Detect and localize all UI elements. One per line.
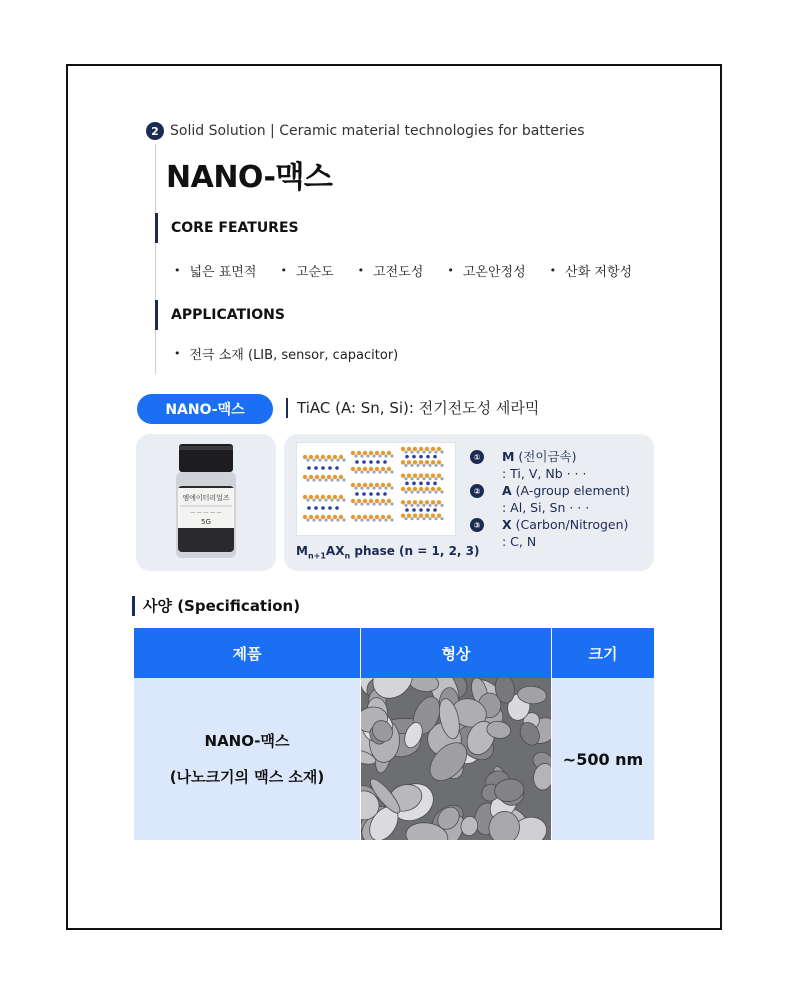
crystal-lattice-graphic	[297, 443, 457, 537]
applications-label: APPLICATIONS	[171, 307, 285, 323]
material-description	[286, 397, 539, 418]
material-description-text: TiAC (A: Sn, Si): 전기전도성 세라믹	[297, 399, 540, 417]
bullet-icon: •	[549, 264, 557, 277]
legend-title: X	[502, 517, 512, 532]
sem-micrograph-image	[361, 678, 551, 840]
table-column-divider	[360, 628, 361, 840]
table-header-product: 제품	[134, 628, 360, 678]
feature-item	[174, 261, 256, 280]
feature-item	[447, 261, 525, 280]
sample-vial-card	[136, 434, 276, 571]
sample-vial-image	[136, 434, 276, 571]
feature-label: 산화 저항성	[565, 265, 633, 280]
legend-detail: : Al, Si, Sn · · ·	[502, 500, 590, 515]
heading-accent-bar	[155, 300, 158, 330]
legend-number-badge: ③	[470, 518, 484, 532]
phase-m: M	[296, 544, 308, 558]
section-header	[146, 122, 585, 140]
svg-text:— — — — —: — — — — —	[190, 510, 222, 516]
feature-label: 고온안정성	[462, 265, 526, 280]
legend-entry	[470, 482, 630, 516]
table-header-shape: 형상	[361, 628, 551, 678]
legend-title-note: (전이금속)	[514, 449, 577, 464]
application-label: 전극 소재 (LIB, sensor, capacitor)	[189, 348, 399, 363]
table-cell-shape	[361, 678, 551, 840]
section-subtitle: Solid Solution | Ceramic material technologies for batteries	[170, 123, 585, 139]
feature-label: 넓은 표면적	[189, 265, 257, 280]
table-header-size: 크기	[552, 628, 654, 678]
legend-detail: : Ti, V, Nb · · ·	[502, 466, 587, 481]
bullet-icon: •	[280, 264, 287, 277]
specification-table	[134, 628, 654, 840]
section-number-badge: 2	[146, 122, 164, 140]
legend-title-note: (A-group element)	[511, 483, 631, 498]
phase-caption	[296, 544, 479, 560]
legend-title: M	[502, 449, 515, 464]
feature-item	[358, 261, 424, 280]
bullet-icon: •	[174, 264, 181, 277]
description-accent-bar	[286, 398, 288, 418]
phase-ax: AX	[325, 544, 345, 558]
product-description: (나노크기의 맥스 소재)	[169, 768, 325, 786]
table-cell-product	[134, 678, 360, 840]
element-legend	[470, 448, 630, 550]
product-name: NANO-맥스	[204, 732, 290, 750]
feature-label: 고순도	[295, 265, 334, 280]
application-item	[174, 344, 398, 363]
heading-accent-bar	[132, 596, 135, 616]
core-features-list	[174, 261, 656, 280]
phase-rest: phase (n = 1, 2, 3)	[350, 544, 480, 558]
page-title: NANO-맥스	[166, 160, 333, 195]
legend-title: A	[502, 483, 512, 498]
vial-sublabel: 5G	[201, 518, 211, 526]
table-column-divider	[551, 628, 552, 840]
legend-entry	[470, 516, 630, 550]
bullet-icon: •	[447, 264, 454, 277]
core-features-heading	[155, 213, 299, 243]
vial-label: 엠에이터리얼즈	[182, 494, 230, 502]
bullet-icon: •	[174, 347, 181, 360]
specification-label: 사양 (Specification)	[143, 597, 301, 615]
phase-m-sub: n+1	[307, 551, 326, 561]
feature-item	[550, 261, 632, 280]
crystal-structure-diagram	[296, 442, 456, 536]
section-guide-line	[155, 144, 156, 374]
table-cell-size	[552, 678, 654, 840]
bullet-icon: •	[357, 264, 365, 277]
feature-item	[280, 261, 333, 280]
legend-entry	[470, 448, 630, 482]
heading-accent-bar	[155, 213, 158, 243]
legend-title-note: (Carbon/Nitrogen)	[511, 517, 629, 532]
legend-number-badge: ②	[470, 484, 484, 498]
specification-heading	[132, 595, 300, 616]
particle-size-value: ~500 nm	[562, 749, 644, 769]
legend-detail: : C, N	[502, 534, 537, 549]
feature-label: 고전도성	[373, 265, 424, 280]
material-name-pill: NANO-맥스	[137, 394, 273, 424]
phase-ax-sub: n	[344, 551, 351, 561]
legend-number-badge: ①	[470, 450, 484, 464]
core-features-label: CORE FEATURES	[171, 220, 299, 236]
applications-heading	[155, 300, 285, 330]
